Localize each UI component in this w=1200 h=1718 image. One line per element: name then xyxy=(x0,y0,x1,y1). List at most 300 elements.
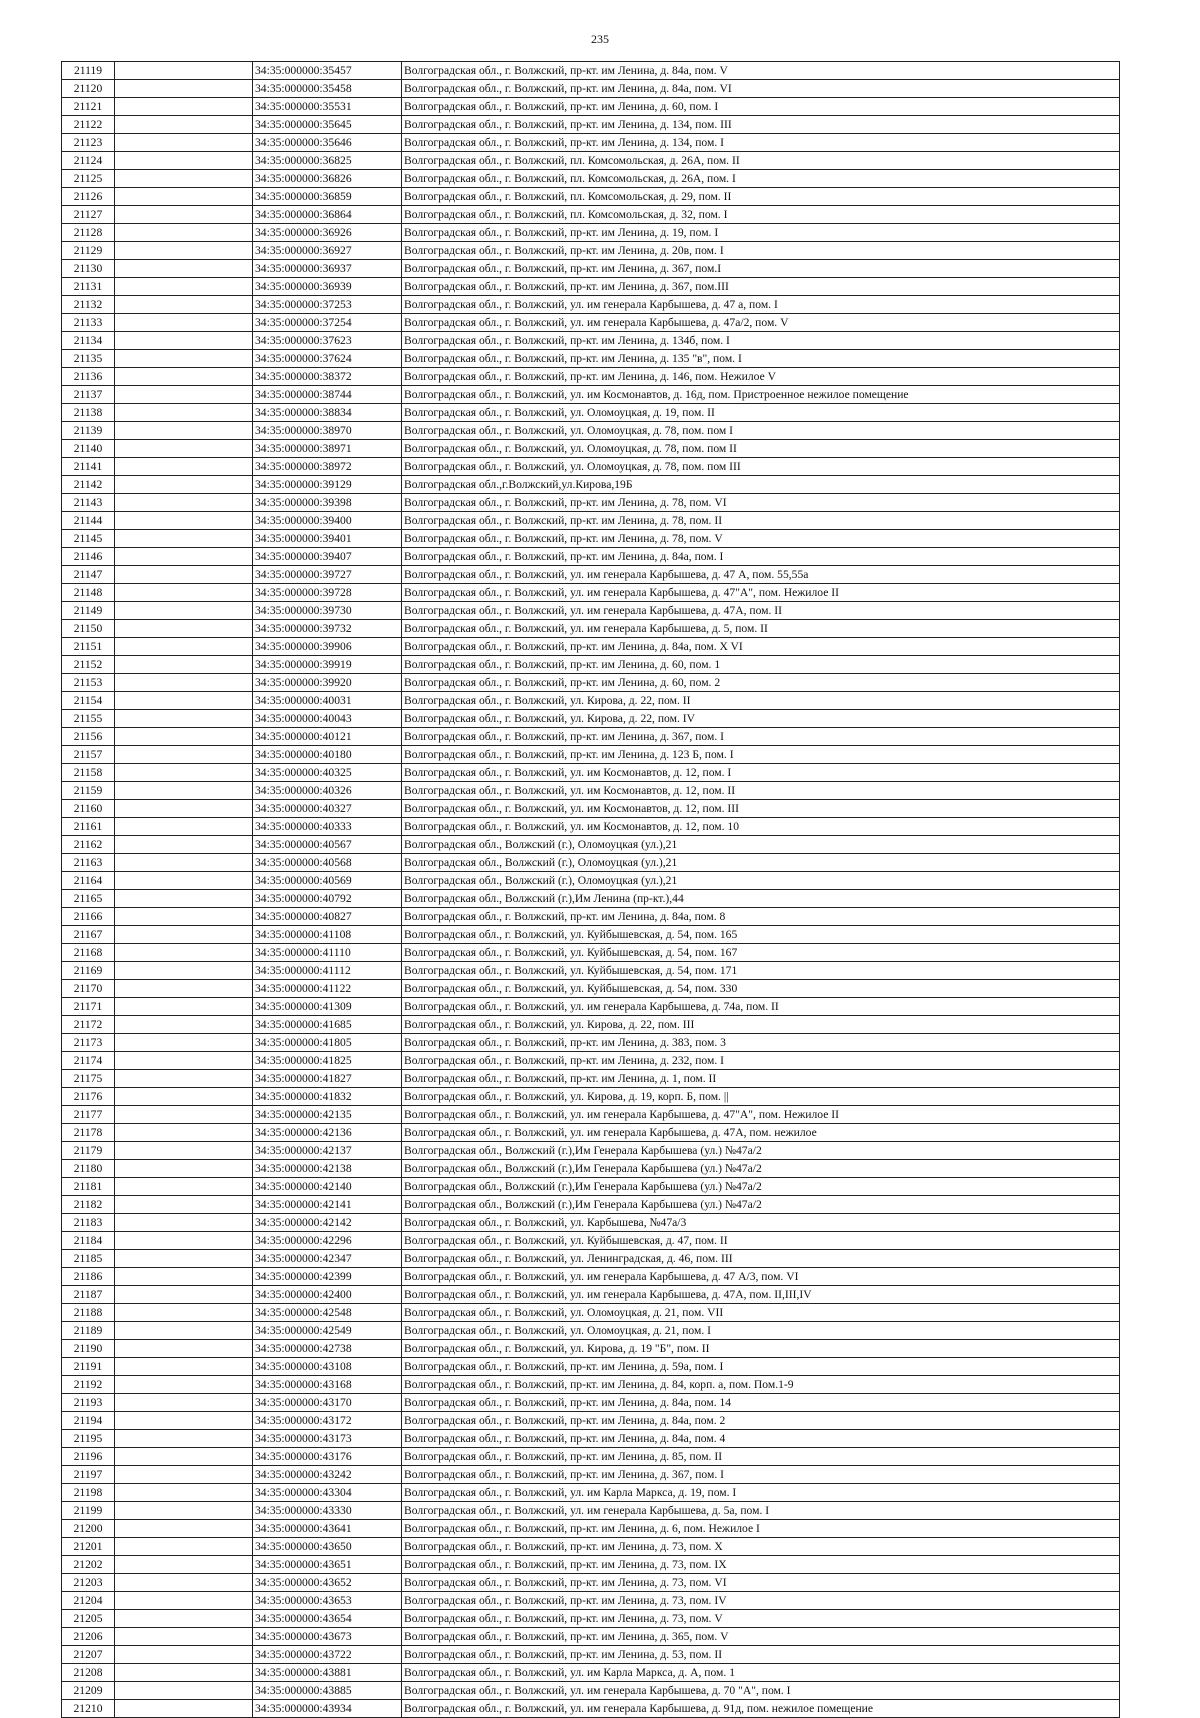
address: Волгоградская обл., г. Волжский, ул. им Космонавтов, д. 16д, пом. Пристроенное нежилое помещение xyxy=(402,386,1120,404)
cadastral-number: 34:35:000000:37623 xyxy=(253,332,402,350)
table-row xyxy=(62,62,1120,80)
blank-cell xyxy=(115,1592,253,1610)
table-row xyxy=(62,206,1120,224)
table-row xyxy=(62,1412,1120,1430)
row-number: 21122 xyxy=(62,116,115,134)
table-row xyxy=(62,242,1120,260)
row-number: 21123 xyxy=(62,134,115,152)
cadastral-number: 34:35:000000:42399 xyxy=(253,1268,402,1286)
cadastral-number: 34:35:000000:42141 xyxy=(253,1196,402,1214)
table-row xyxy=(62,1574,1120,1592)
address: Волгоградская обл., г. Волжский, пр-кт. им Ленина, д. 73, пом. IV xyxy=(402,1592,1120,1610)
cadastral-number: 34:35:000000:35458 xyxy=(253,80,402,98)
blank-cell xyxy=(115,1520,253,1538)
row-number: 21176 xyxy=(62,1088,115,1106)
address: Волгоградская обл., г. Волжский, пр-кт. им Ленина, д. 85, пом. II xyxy=(402,1448,1120,1466)
blank-cell xyxy=(115,1178,253,1196)
blank-cell xyxy=(115,368,253,386)
cadastral-number: 34:35:000000:43176 xyxy=(253,1448,402,1466)
table-row xyxy=(62,116,1120,134)
table-row xyxy=(62,548,1120,566)
row-number: 21188 xyxy=(62,1304,115,1322)
cadastral-number: 34:35:000000:39919 xyxy=(253,656,402,674)
cadastral-number: 34:35:000000:43242 xyxy=(253,1466,402,1484)
row-number: 21210 xyxy=(62,1700,115,1718)
blank-cell xyxy=(115,1088,253,1106)
row-number: 21207 xyxy=(62,1646,115,1664)
blank-cell xyxy=(115,638,253,656)
cadastral-number: 34:35:000000:38972 xyxy=(253,458,402,476)
cadastral-number: 34:35:000000:43673 xyxy=(253,1628,402,1646)
blank-cell xyxy=(115,1574,253,1592)
cadastral-number: 34:35:000000:42347 xyxy=(253,1250,402,1268)
table-row xyxy=(62,1106,1120,1124)
row-number: 21189 xyxy=(62,1322,115,1340)
address: Волгоградская обл., г. Волжский, ул. Оломоуцкая, д. 21, пом. VII xyxy=(402,1304,1120,1322)
address: Волгоградская обл., г. Волжский, пр-кт. им Ленина, д. 53, пом. II xyxy=(402,1646,1120,1664)
row-number: 21134 xyxy=(62,332,115,350)
table-row xyxy=(62,1304,1120,1322)
table-row xyxy=(62,1448,1120,1466)
row-number: 21184 xyxy=(62,1232,115,1250)
blank-cell xyxy=(115,1466,253,1484)
address: Волгоградская обл., г. Волжский, ул. Кирова, д. 22, пом. III xyxy=(402,1016,1120,1034)
cadastral-number: 34:35:000000:42548 xyxy=(253,1304,402,1322)
blank-cell xyxy=(115,962,253,980)
row-number: 21143 xyxy=(62,494,115,512)
address: Волгоградская обл., г. Волжский, пр-кт. им Ленина, д. 60, пом. 1 xyxy=(402,656,1120,674)
table-row xyxy=(62,278,1120,296)
table-row xyxy=(62,494,1120,512)
blank-cell xyxy=(115,818,253,836)
row-number: 21153 xyxy=(62,674,115,692)
blank-cell xyxy=(115,872,253,890)
address: Волгоградская обл., г. Волжский, ул. им генерала Карбышева, д. 91д, пом. нежилое помещение xyxy=(402,1700,1120,1718)
address: Волгоградская обл., г. Волжский, ул. Куйбышевская, д. 54, пом. 171 xyxy=(402,962,1120,980)
blank-cell xyxy=(115,674,253,692)
table-row xyxy=(62,98,1120,116)
registry-body xyxy=(62,62,1120,1718)
blank-cell xyxy=(115,980,253,998)
cadastral-number: 34:35:000000:42296 xyxy=(253,1232,402,1250)
address: Волгоградская обл., Волжский (г.), Оломоуцкая (ул.),21 xyxy=(402,872,1120,890)
cadastral-number: 34:35:000000:39920 xyxy=(253,674,402,692)
row-number: 21157 xyxy=(62,746,115,764)
row-number: 21175 xyxy=(62,1070,115,1088)
row-number: 21131 xyxy=(62,278,115,296)
blank-cell xyxy=(115,800,253,818)
table-row xyxy=(62,674,1120,692)
address: Волгоградская обл., г. Волжский, ул. Ленинградская, д. 46, пом. III xyxy=(402,1250,1120,1268)
cadastral-number: 34:35:000000:43173 xyxy=(253,1430,402,1448)
cadastral-number: 34:35:000000:38970 xyxy=(253,422,402,440)
table-row xyxy=(62,998,1120,1016)
cadastral-number: 34:35:000000:35457 xyxy=(253,62,402,80)
cadastral-number: 34:35:000000:43934 xyxy=(253,1700,402,1718)
row-number: 21197 xyxy=(62,1466,115,1484)
row-number: 21128 xyxy=(62,224,115,242)
cadastral-number: 34:35:000000:40326 xyxy=(253,782,402,800)
address: Волгоградская обл., Волжский (г.),Им Генерала Карбышева (ул.) №47а/2 xyxy=(402,1196,1120,1214)
cadastral-number: 34:35:000000:40567 xyxy=(253,836,402,854)
address: Волгоградская обл., г. Волжский, ул. Куйбышевская, д. 47, пом. II xyxy=(402,1232,1120,1250)
blank-cell xyxy=(115,926,253,944)
cadastral-number: 34:35:000000:37624 xyxy=(253,350,402,368)
cadastral-number: 34:35:000000:42400 xyxy=(253,1286,402,1304)
address: Волгоградская обл., г. Волжский, пр-кт. им Ленина, д. 367, пом. I xyxy=(402,728,1120,746)
row-number: 21165 xyxy=(62,890,115,908)
cadastral-number: 34:35:000000:42142 xyxy=(253,1214,402,1232)
table-row xyxy=(62,1484,1120,1502)
blank-cell xyxy=(115,1700,253,1718)
cadastral-number: 34:35:000000:38834 xyxy=(253,404,402,422)
table-row xyxy=(62,728,1120,746)
blank-cell xyxy=(115,1034,253,1052)
table-row xyxy=(62,530,1120,548)
address: Волгоградская обл., Волжский (г.),Им Генерала Карбышева (ул.) №47а/2 xyxy=(402,1142,1120,1160)
cadastral-number: 34:35:000000:38971 xyxy=(253,440,402,458)
blank-cell xyxy=(115,584,253,602)
table-row xyxy=(62,1628,1120,1646)
page-number: 235 xyxy=(591,32,609,46)
address: Волгоградская обл., Волжский (г.),Им Генерала Карбышева (ул.) №47а/2 xyxy=(402,1160,1120,1178)
blank-cell xyxy=(115,548,253,566)
cadastral-number: 34:35:000000:42136 xyxy=(253,1124,402,1142)
blank-cell xyxy=(115,890,253,908)
row-number: 21185 xyxy=(62,1250,115,1268)
row-number: 21172 xyxy=(62,1016,115,1034)
table-row xyxy=(62,566,1120,584)
table-row xyxy=(62,1700,1120,1718)
blank-cell xyxy=(115,1214,253,1232)
address: Волгоградская обл., г. Волжский, ул. им генерала Карбышева, д. 74а, пом. II xyxy=(402,998,1120,1016)
row-number: 21145 xyxy=(62,530,115,548)
cadastral-number: 34:35:000000:43885 xyxy=(253,1682,402,1700)
cadastral-number: 34:35:000000:39400 xyxy=(253,512,402,530)
cadastral-number: 34:35:000000:40568 xyxy=(253,854,402,872)
address: Волгоградская обл., г. Волжский, ул. Оломоуцкая, д. 78, пом. пом I xyxy=(402,422,1120,440)
address: Волгоградская обл., г. Волжский, пр-кт. им Ленина, д. 60, пом. I xyxy=(402,98,1120,116)
blank-cell xyxy=(115,1556,253,1574)
address: Волгоградская обл., г. Волжский, ул. им генерала Карбышева, д. 47 А/3, пом. VI xyxy=(402,1268,1120,1286)
row-number: 21140 xyxy=(62,440,115,458)
row-number: 21151 xyxy=(62,638,115,656)
blank-cell xyxy=(115,1430,253,1448)
address: Волгоградская обл., г. Волжский, пр-кт. им Ленина, д. 73, пом. IX xyxy=(402,1556,1120,1574)
address: Волгоградская обл., г. Волжский, ул. им генерала Карбышева, д. 47А, пом. II,III,IV xyxy=(402,1286,1120,1304)
cadastral-number: 34:35:000000:36927 xyxy=(253,242,402,260)
table-row xyxy=(62,1178,1120,1196)
row-number: 21180 xyxy=(62,1160,115,1178)
blank-cell xyxy=(115,314,253,332)
address: Волгоградская обл., г. Волжский, ул. им генерала Карбышева, д. 47"А", пом. Нежилое II xyxy=(402,1106,1120,1124)
row-number: 21148 xyxy=(62,584,115,602)
address: Волгоградская обл., Волжский (г.), Оломоуцкая (ул.),21 xyxy=(402,836,1120,854)
blank-cell xyxy=(115,764,253,782)
cadastral-number: 34:35:000000:40043 xyxy=(253,710,402,728)
address: Волгоградская обл., г. Волжский, ул. им Космонавтов, д. 12, пом. 10 xyxy=(402,818,1120,836)
table-row xyxy=(62,224,1120,242)
address: Волгоградская обл., г. Волжский, ул. им генерала Карбышева, д. 47 а, пом. I xyxy=(402,296,1120,314)
address: Волгоградская обл., г. Волжский, ул. им генерала Карбышева, д. 47А, пом. II xyxy=(402,602,1120,620)
blank-cell xyxy=(115,116,253,134)
table-row xyxy=(62,1358,1120,1376)
blank-cell xyxy=(115,1304,253,1322)
row-number: 21129 xyxy=(62,242,115,260)
row-number: 21187 xyxy=(62,1286,115,1304)
cadastral-number: 34:35:000000:39398 xyxy=(253,494,402,512)
table-row xyxy=(62,944,1120,962)
row-number: 21138 xyxy=(62,404,115,422)
address: Волгоградская обл., Волжский (г.),Им Генерала Карбышева (ул.) №47а/2 xyxy=(402,1178,1120,1196)
address: Волгоградская обл., г. Волжский, ул. Оломоуцкая, д. 78, пом. пом III xyxy=(402,458,1120,476)
blank-cell xyxy=(115,1052,253,1070)
blank-cell xyxy=(115,224,253,242)
cadastral-number: 34:35:000000:39401 xyxy=(253,530,402,548)
table-row xyxy=(62,1232,1120,1250)
table-row xyxy=(62,350,1120,368)
cadastral-number: 34:35:000000:43653 xyxy=(253,1592,402,1610)
table-row xyxy=(62,404,1120,422)
address: Волгоградская обл., г. Волжский, пр-кт. им Ленина, д. 78, пом. VI xyxy=(402,494,1120,512)
row-number: 21186 xyxy=(62,1268,115,1286)
cadastral-number: 34:35:000000:40827 xyxy=(253,908,402,926)
table-row xyxy=(62,314,1120,332)
row-number: 21156 xyxy=(62,728,115,746)
blank-cell xyxy=(115,152,253,170)
blank-cell xyxy=(115,134,253,152)
table-row xyxy=(62,1088,1120,1106)
address: Волгоградская обл., г. Волжский, пр-кт. им Ленина, д. 84а, пом. 2 xyxy=(402,1412,1120,1430)
row-number: 21119 xyxy=(62,62,115,80)
table-row xyxy=(62,512,1120,530)
address: Волгоградская обл., г. Волжский, пр-кт. им Ленина, д. 134б, пом. I xyxy=(402,332,1120,350)
address: Волгоградская обл., г. Волжский, пр-кт. им Ленина, д. 367, пом.I xyxy=(402,260,1120,278)
address: Волгоградская обл., г. Волжский, пр-кт. им Ленина, д. 84а, пом. I xyxy=(402,548,1120,566)
cadastral-number: 34:35:000000:40180 xyxy=(253,746,402,764)
blank-cell xyxy=(115,782,253,800)
address: Волгоградская обл., г. Волжский, ул. им Карла Маркса, д. А, пом. 1 xyxy=(402,1664,1120,1682)
table-row xyxy=(62,1070,1120,1088)
blank-cell xyxy=(115,1376,253,1394)
table-row xyxy=(62,764,1120,782)
blank-cell xyxy=(115,854,253,872)
table-row xyxy=(62,1052,1120,1070)
cadastral-number: 34:35:000000:36864 xyxy=(253,206,402,224)
row-number: 21160 xyxy=(62,800,115,818)
table-row xyxy=(62,458,1120,476)
address: Волгоградская обл., г. Волжский, ул. Кирова, д. 22, пом. IV xyxy=(402,710,1120,728)
blank-cell xyxy=(115,1340,253,1358)
address: Волгоградская обл., г. Волжский, пр-кт. им Ленина, д. 232, пом. I xyxy=(402,1052,1120,1070)
row-number: 21181 xyxy=(62,1178,115,1196)
row-number: 21155 xyxy=(62,710,115,728)
row-number: 21139 xyxy=(62,422,115,440)
table-row xyxy=(62,476,1120,494)
cadastral-number: 34:35:000000:39129 xyxy=(253,476,402,494)
address: Волгоградская обл., г. Волжский, ул. Кирова, д. 19 "Б", пом. II xyxy=(402,1340,1120,1358)
blank-cell xyxy=(115,98,253,116)
blank-cell xyxy=(115,458,253,476)
row-number: 21167 xyxy=(62,926,115,944)
table-row xyxy=(62,1610,1120,1628)
row-number: 21135 xyxy=(62,350,115,368)
address: Волгоградская обл., г. Волжский, пр-кт. им Ленина, д. 73, пом. VI xyxy=(402,1574,1120,1592)
row-number: 21142 xyxy=(62,476,115,494)
cadastral-number: 34:35:000000:40121 xyxy=(253,728,402,746)
row-number: 21136 xyxy=(62,368,115,386)
blank-cell xyxy=(115,422,253,440)
blank-cell xyxy=(115,1322,253,1340)
row-number: 21154 xyxy=(62,692,115,710)
row-number: 21196 xyxy=(62,1448,115,1466)
blank-cell xyxy=(115,1268,253,1286)
blank-cell xyxy=(115,1358,253,1376)
table-row xyxy=(62,656,1120,674)
blank-cell xyxy=(115,566,253,584)
blank-cell xyxy=(115,1610,253,1628)
row-number: 21206 xyxy=(62,1628,115,1646)
address: Волгоградская обл., г. Волжский, ул. им Космонавтов, д. 12, пом. III xyxy=(402,800,1120,818)
blank-cell xyxy=(115,404,253,422)
row-number: 21137 xyxy=(62,386,115,404)
table-row xyxy=(62,1466,1120,1484)
cadastral-number: 34:35:000000:37254 xyxy=(253,314,402,332)
table-row xyxy=(62,1664,1120,1682)
row-number: 21121 xyxy=(62,98,115,116)
cadastral-number: 34:35:000000:42738 xyxy=(253,1340,402,1358)
blank-cell xyxy=(115,350,253,368)
table-row xyxy=(62,854,1120,872)
table-row xyxy=(62,260,1120,278)
blank-cell xyxy=(115,656,253,674)
cadastral-number: 34:35:000000:41122 xyxy=(253,980,402,998)
cadastral-number: 34:35:000000:43641 xyxy=(253,1520,402,1538)
blank-cell xyxy=(115,1412,253,1430)
address: Волгоградская обл., г. Волжский, ул. им генерала Карбышева, д. 47а/2, пом. V xyxy=(402,314,1120,332)
blank-cell xyxy=(115,1628,253,1646)
blank-cell xyxy=(115,998,253,1016)
table-row xyxy=(62,440,1120,458)
address: Волгоградская обл., г. Волжский, ул. им генерала Карбышева, д. 70 "А", пом. I xyxy=(402,1682,1120,1700)
address: Волгоградская обл., г. Волжский, пр-кт. им Ленина, д. 367, пом. I xyxy=(402,1466,1120,1484)
address: Волгоградская обл., г. Волжский, ул. Куйбышевская, д. 54, пом. 165 xyxy=(402,926,1120,944)
address: Волгоградская обл., г. Волжский, пр-кт. им Ленина, д. 134, пом. I xyxy=(402,134,1120,152)
blank-cell xyxy=(115,278,253,296)
table-row xyxy=(62,386,1120,404)
address: Волгоградская обл., г. Волжский, ул. им генерала Карбышева, д. 47А, пом. нежилое xyxy=(402,1124,1120,1142)
cadastral-number: 34:35:000000:39728 xyxy=(253,584,402,602)
address: Волгоградская обл., г. Волжский, пр-кт. им Ленина, д. 20в, пом. I xyxy=(402,242,1120,260)
row-number: 21198 xyxy=(62,1484,115,1502)
blank-cell xyxy=(115,386,253,404)
table-row xyxy=(62,602,1120,620)
cadastral-number: 34:35:000000:41685 xyxy=(253,1016,402,1034)
row-number: 21146 xyxy=(62,548,115,566)
row-number: 21133 xyxy=(62,314,115,332)
blank-cell xyxy=(115,242,253,260)
table-row xyxy=(62,80,1120,98)
address: Волгоградская обл., г. Волжский, ул. Кирова, д. 19, корп. Б, пом. || xyxy=(402,1088,1120,1106)
table-row xyxy=(62,1250,1120,1268)
table-row xyxy=(62,1214,1120,1232)
address: Волгоградская обл., г. Волжский, пр-кт. им Ленина, д. 1, пом. II xyxy=(402,1070,1120,1088)
row-number: 21170 xyxy=(62,980,115,998)
cadastral-number: 34:35:000000:43172 xyxy=(253,1412,402,1430)
row-number: 21205 xyxy=(62,1610,115,1628)
address: Волгоградская обл., г. Волжский, ул. им Карла Маркса, д. 19, пом. I xyxy=(402,1484,1120,1502)
cadastral-number: 34:35:000000:43304 xyxy=(253,1484,402,1502)
table-row xyxy=(62,872,1120,890)
row-number: 21144 xyxy=(62,512,115,530)
blank-cell xyxy=(115,494,253,512)
cadastral-number: 34:35:000000:43170 xyxy=(253,1394,402,1412)
cadastral-number: 34:35:000000:41108 xyxy=(253,926,402,944)
table-row xyxy=(62,890,1120,908)
table-row xyxy=(62,800,1120,818)
cadastral-number: 34:35:000000:41110 xyxy=(253,944,402,962)
cadastral-number: 34:35:000000:41825 xyxy=(253,1052,402,1070)
row-number: 21178 xyxy=(62,1124,115,1142)
row-number: 21166 xyxy=(62,908,115,926)
cadastral-number: 34:35:000000:43722 xyxy=(253,1646,402,1664)
blank-cell xyxy=(115,692,253,710)
table-row xyxy=(62,170,1120,188)
blank-cell xyxy=(115,710,253,728)
cadastral-number: 34:35:000000:38744 xyxy=(253,386,402,404)
table-row xyxy=(62,1016,1120,1034)
address: Волгоградская обл., г. Волжский, пр-кт. им Ленина, д. 383, пом. 3 xyxy=(402,1034,1120,1052)
cadastral-number: 34:35:000000:36825 xyxy=(253,152,402,170)
cadastral-number: 34:35:000000:35531 xyxy=(253,98,402,116)
table-row xyxy=(62,1286,1120,1304)
cadastral-number: 34:35:000000:43651 xyxy=(253,1556,402,1574)
blank-cell xyxy=(115,1070,253,1088)
address: Волгоградская обл., г. Волжский, пр-кт. им Ленина, д. 78, пом. II xyxy=(402,512,1120,530)
address: Волгоградская обл., г. Волжский, пр-кт. им Ленина, д. 73, пом. X xyxy=(402,1538,1120,1556)
address: Волгоградская обл., г. Волжский, ул. Куйбышевская, д. 54, пом. 330 xyxy=(402,980,1120,998)
address: Волгоградская обл., г. Волжский, пр-кт. им Ленина, д. 59а, пом. I xyxy=(402,1358,1120,1376)
address: Волгоградская обл., г. Волжский, пр-кт. им Ленина, д. 84а, пом. VI xyxy=(402,80,1120,98)
blank-cell xyxy=(115,602,253,620)
row-number: 21125 xyxy=(62,170,115,188)
cadastral-number: 34:35:000000:35645 xyxy=(253,116,402,134)
row-number: 21192 xyxy=(62,1376,115,1394)
cadastral-number: 34:35:000000:42137 xyxy=(253,1142,402,1160)
table-row xyxy=(62,746,1120,764)
table-row xyxy=(62,1376,1120,1394)
blank-cell xyxy=(115,1538,253,1556)
blank-cell xyxy=(115,1250,253,1268)
cadastral-number: 34:35:000000:43108 xyxy=(253,1358,402,1376)
row-number: 21127 xyxy=(62,206,115,224)
address: Волгоградская обл., г. Волжский, пр-кт. им Ленина, д. 84а, пом. 4 xyxy=(402,1430,1120,1448)
blank-cell xyxy=(115,1016,253,1034)
cadastral-number: 34:35:000000:38372 xyxy=(253,368,402,386)
address: Волгоградская обл., г. Волжский, пр-кт. им Ленина, д. 135 "в", пом. I xyxy=(402,350,1120,368)
blank-cell xyxy=(115,170,253,188)
row-number: 21183 xyxy=(62,1214,115,1232)
address: Волгоградская обл., г. Волжский, пр-кт. им Ленина, д. 365, пом. V xyxy=(402,1628,1120,1646)
blank-cell xyxy=(115,1160,253,1178)
address: Волгоградская обл., г. Волжский, ул. им генерала Карбышева, д. 47 А, пом. 55,55а xyxy=(402,566,1120,584)
row-number: 21130 xyxy=(62,260,115,278)
table-row xyxy=(62,980,1120,998)
cadastral-number: 34:35:000000:43330 xyxy=(253,1502,402,1520)
address: Волгоградская обл., г. Волжский, пл. Комсомольская, д. 29, пом. II xyxy=(402,188,1120,206)
cadastral-number: 34:35:000000:39732 xyxy=(253,620,402,638)
table-row xyxy=(62,908,1120,926)
